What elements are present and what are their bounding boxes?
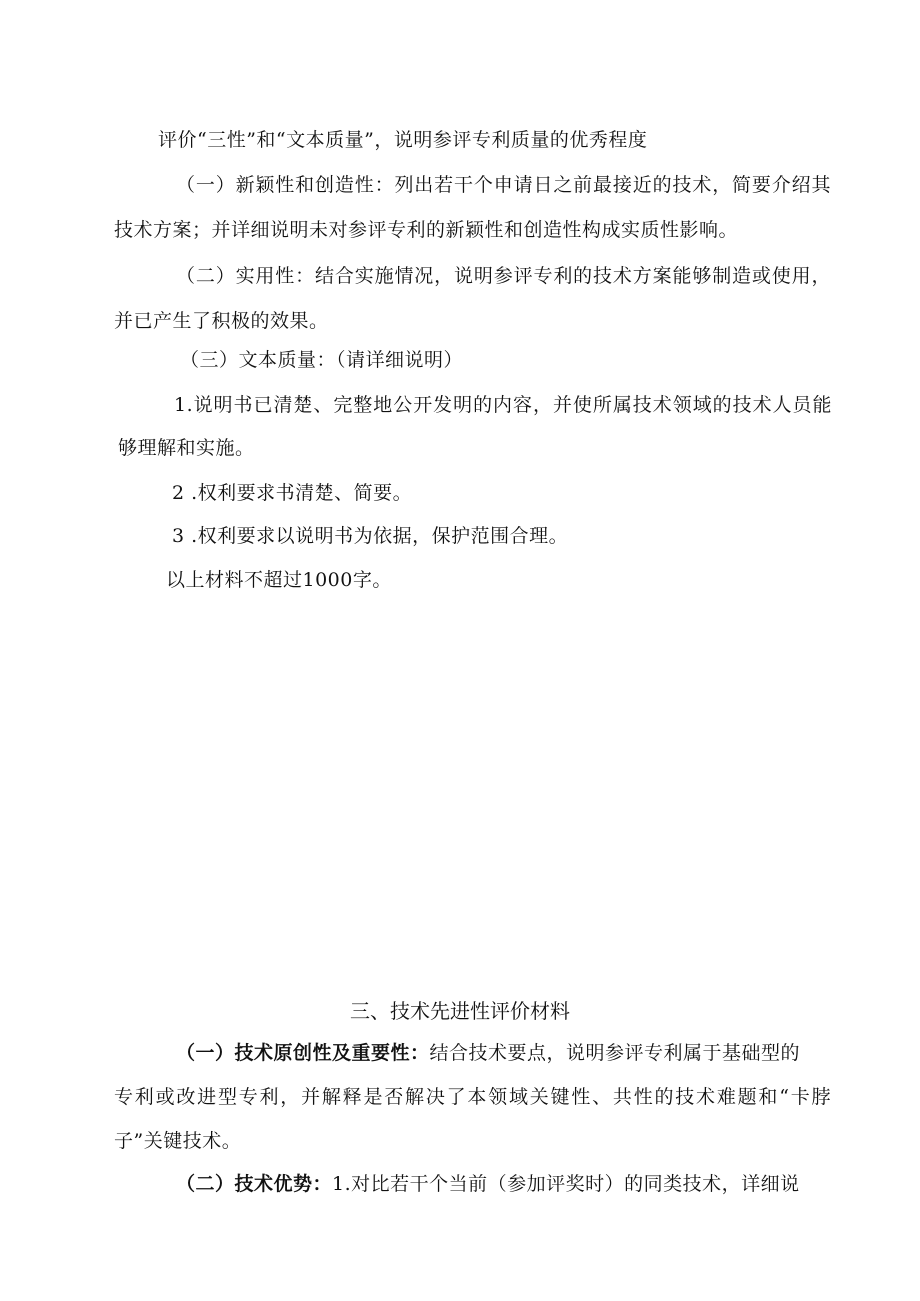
word-limit-note: 以上材料不超过1000字。 [166, 569, 392, 591]
advantage-text: 1.对比若干个当前（参加评奖时）的同类技术，详细说 [332, 1173, 800, 1195]
utility-line-2: 并已产生了积极的效果。 [114, 310, 329, 332]
text-quality-item-1-line-1: 1.说明书已清楚、完整地公开发明的内容，并使所属技术领域的技术人员能 [174, 394, 832, 416]
originality-label: （一）技术原创性及重要性： [176, 1042, 430, 1064]
novelty-line-1: （一）新颖性和创造性：列出若干个申请日之前最接近的技术，简要介绍其 [176, 174, 831, 196]
text-quality-item-2: 2 .权利要求书清楚、简要。 [172, 482, 413, 504]
originality-line-3: 子”关键技术。 [114, 1130, 242, 1152]
originality-line-2: 专利或改进型专利，并解释是否解决了本领域关键性、共性的技术难题和“卡脖 [114, 1086, 831, 1108]
novelty-line-2: 技术方案；并详细说明未对参评专利的新颖性和创造性构成实质性影响。 [114, 219, 739, 241]
section3-heading: 三、技术先进性评价材料 [350, 999, 570, 1023]
originality-text: 结合技术要点，说明参评专利属于基础型的 [429, 1042, 801, 1064]
utility-line-1: （二）实用性：结合实施情况，说明参评专利的技术方案能够制造或使用， [176, 265, 831, 287]
text-quality-title: （三）文本质量：（请详细说明） [180, 349, 464, 371]
originality-line-1 [176, 1041, 831, 1065]
text-quality-item-1-line-2: 够理解和实施。 [118, 437, 255, 459]
advantage-line-1 [176, 1172, 831, 1196]
advantage-label: （二）技术优势： [176, 1173, 333, 1195]
section2-intro: 评价“三性”和“文本质量”，说明参评专利质量的优秀程度 [158, 129, 648, 151]
text-quality-item-3: 3 .权利要求以说明书为依据，保护范围合理。 [172, 525, 569, 547]
